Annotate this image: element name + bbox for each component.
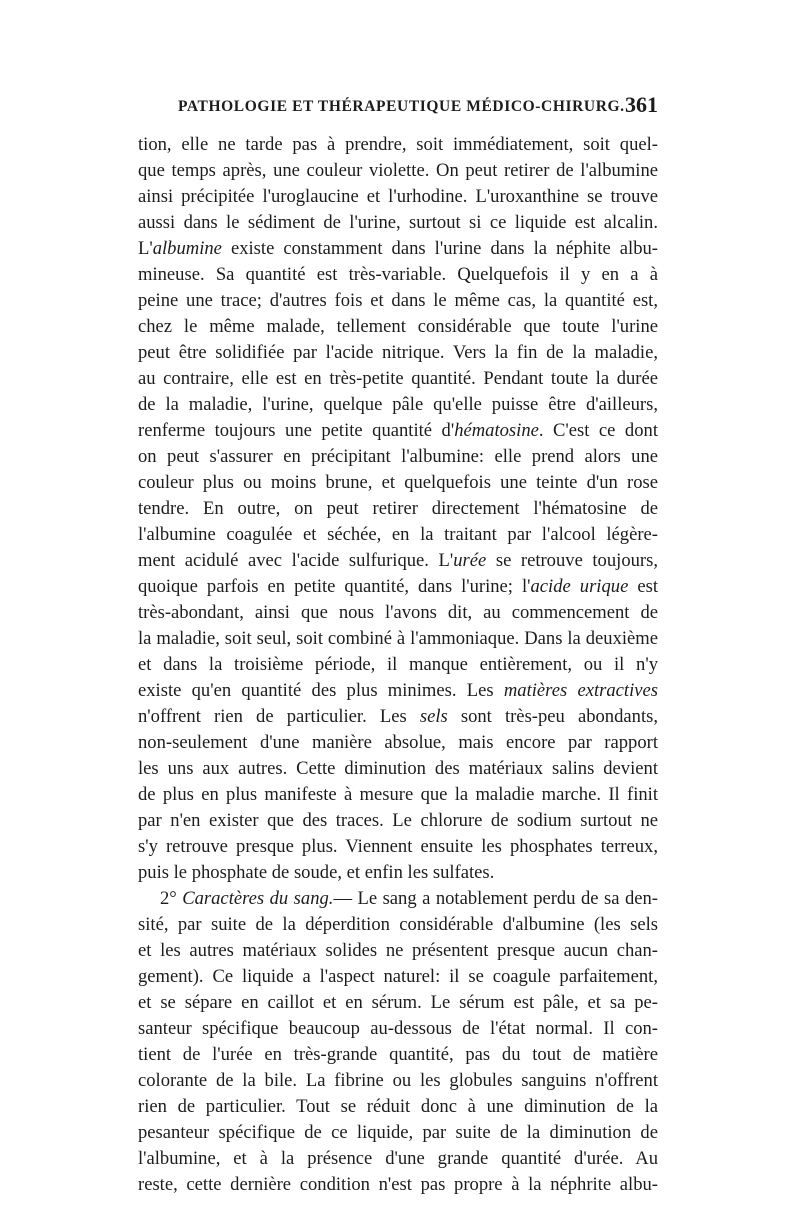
text-line: l'albumine, et à la présence d'une grande quantité d'urée. Au [138, 1148, 658, 1169]
text-segment: 2° [160, 888, 183, 909]
text-line: que temps après, une couleur violette. On peut retirer de l'albumine [138, 160, 658, 181]
text-segment: existe constamment dans l'urine dans la néphite albu- [221, 238, 658, 259]
text-line: reste, cette dernière condition n'est pas propre à la néphrite albu- [138, 1174, 658, 1195]
text-segment: est [628, 576, 658, 597]
italic-term: Caractères du sang. [182, 888, 334, 909]
text-line [138, 236, 658, 262]
text-line: on peut s'assurer en précipitant l'albumine: elle prend alors une [138, 446, 658, 467]
text-line: gement). Ce liquide a l'aspect naturel: il se coagule parfaitement, [138, 966, 658, 987]
italic-term: hématosine [454, 420, 539, 441]
text-line: au contraire, elle est en très-petite quantité. Pendant toute la durée [138, 368, 658, 389]
italic-term: sels [419, 706, 448, 727]
text-segment: . C'est ce dont [538, 420, 658, 441]
text-line: aussi dans le sédiment de l'urine, surtout si ce liquide est alcalin. [138, 212, 658, 233]
text-line: couleur plus ou moins brune, et quelquefois une teinte d'un rose [138, 472, 658, 493]
text-line: et se sépare en caillot et en sérum. Le sérum est pâle, et sa pe- [138, 992, 658, 1013]
text-segment: quoique parfois en petite quantité, dans l'urine; l' [138, 576, 531, 597]
text-line: la maladie, soit seul, soit combiné à l'ammoniaque. Dans la deuxième [138, 628, 658, 649]
text-segment: se retrouve toujours, [486, 550, 658, 571]
text-line: tient de l'urée en très-grande quantité, pas du tout de matière [138, 1044, 658, 1065]
text-segment: ment acidulé avec l'acide sulfurique. L' [138, 550, 454, 571]
text-line: colorante de la bile. La fibrine ou les globules sanguins n'offrent [138, 1070, 658, 1091]
text-line [138, 704, 658, 730]
text-line: s'y retrouve presque plus. Viennent ensuite les phosphates terreux, [138, 836, 658, 857]
text-line: très-abondant, ainsi que nous l'avons dit, au commencement de [138, 602, 658, 623]
text-line: et les autres matériaux solides ne présentent presque aucun chan- [138, 940, 658, 961]
text-line: l'albumine coagulée et séchée, en la traitant par l'alcool légère- [138, 524, 658, 545]
text-line: rien de particulier. Tout se réduit donc à une diminution de la [138, 1096, 658, 1117]
text-line: non-seulement d'une manière absolue, mais encore par rapport [138, 732, 658, 753]
text-segment: L' [138, 238, 153, 259]
text-line [138, 548, 658, 574]
running-head: PATHOLOGIE ET THÉRAPEUTIQUE MÉDICO-CHIRURG. [178, 98, 625, 115]
body-text [138, 132, 658, 1198]
page-number: 361 [625, 92, 658, 117]
text-line: puis le phosphate de soude, et enfin les sulfates. [138, 862, 495, 883]
text-line: et dans la troisième période, il manque entièrement, ou il n'y [138, 654, 658, 675]
text-line: chez le même malade, tellement considérable que toute l'urine [138, 316, 658, 337]
text-line [138, 574, 658, 600]
page-header [138, 92, 658, 122]
italic-term: acide urique [530, 576, 629, 597]
text-line: de plus en plus manifeste à mesure que la maladie marche. Il finit [138, 784, 658, 805]
text-line: de la maladie, l'urine, quelque pâle qu'elle puisse être d'ailleurs, [138, 394, 658, 415]
text-line [138, 886, 658, 912]
italic-term: matières extractives [503, 680, 658, 701]
italic-term: urée [453, 550, 487, 571]
text-line: les uns aux autres. Cette diminution des matériaux salins devient [138, 758, 658, 779]
text-segment: — Le sang a notablement perdu de sa den- [333, 888, 658, 909]
text-line: par n'en exister que des traces. Le chlorure de sodium surtout ne [138, 810, 658, 831]
italic-term: albumine [152, 238, 222, 259]
text-line: tendre. En outre, on peut retirer directement l'hématosine de [138, 498, 658, 519]
text-line [138, 678, 658, 704]
text-line: pesanteur spécifique de ce liquide, par suite de la diminution de [138, 1122, 658, 1143]
text-line: peut être solidifiée par l'acide nitrique. Vers la fin de la maladie, [138, 342, 658, 363]
text-line: tion, elle ne tarde pas à prendre, soit immédiatement, soit quel- [138, 134, 658, 155]
text-line: peine une trace; d'autres fois et dans le même cas, la quantité est, [138, 290, 658, 311]
text-line: mineuse. Sa quantité est très-variable. Quelquefois il y en a à [138, 264, 658, 285]
text-line: ainsi précipitée l'uroglaucine et l'urhodine. L'uroxanthine se trouve [138, 186, 658, 207]
text-segment: renferme toujours une petite quantité d' [138, 420, 455, 441]
text-line: sité, par suite de la déperdition considérable d'albumine (les sels [138, 914, 658, 935]
text-line [138, 418, 658, 444]
text-segment: n'offrent rien de particulier. Les [138, 706, 420, 727]
text-line: santeur spécifique beaucoup au-dessous de l'état normal. Il con- [138, 1018, 658, 1039]
text-segment: sont très-peu abondants, [447, 706, 658, 727]
text-segment: existe qu'en quantité des plus minimes. Les [138, 680, 504, 701]
